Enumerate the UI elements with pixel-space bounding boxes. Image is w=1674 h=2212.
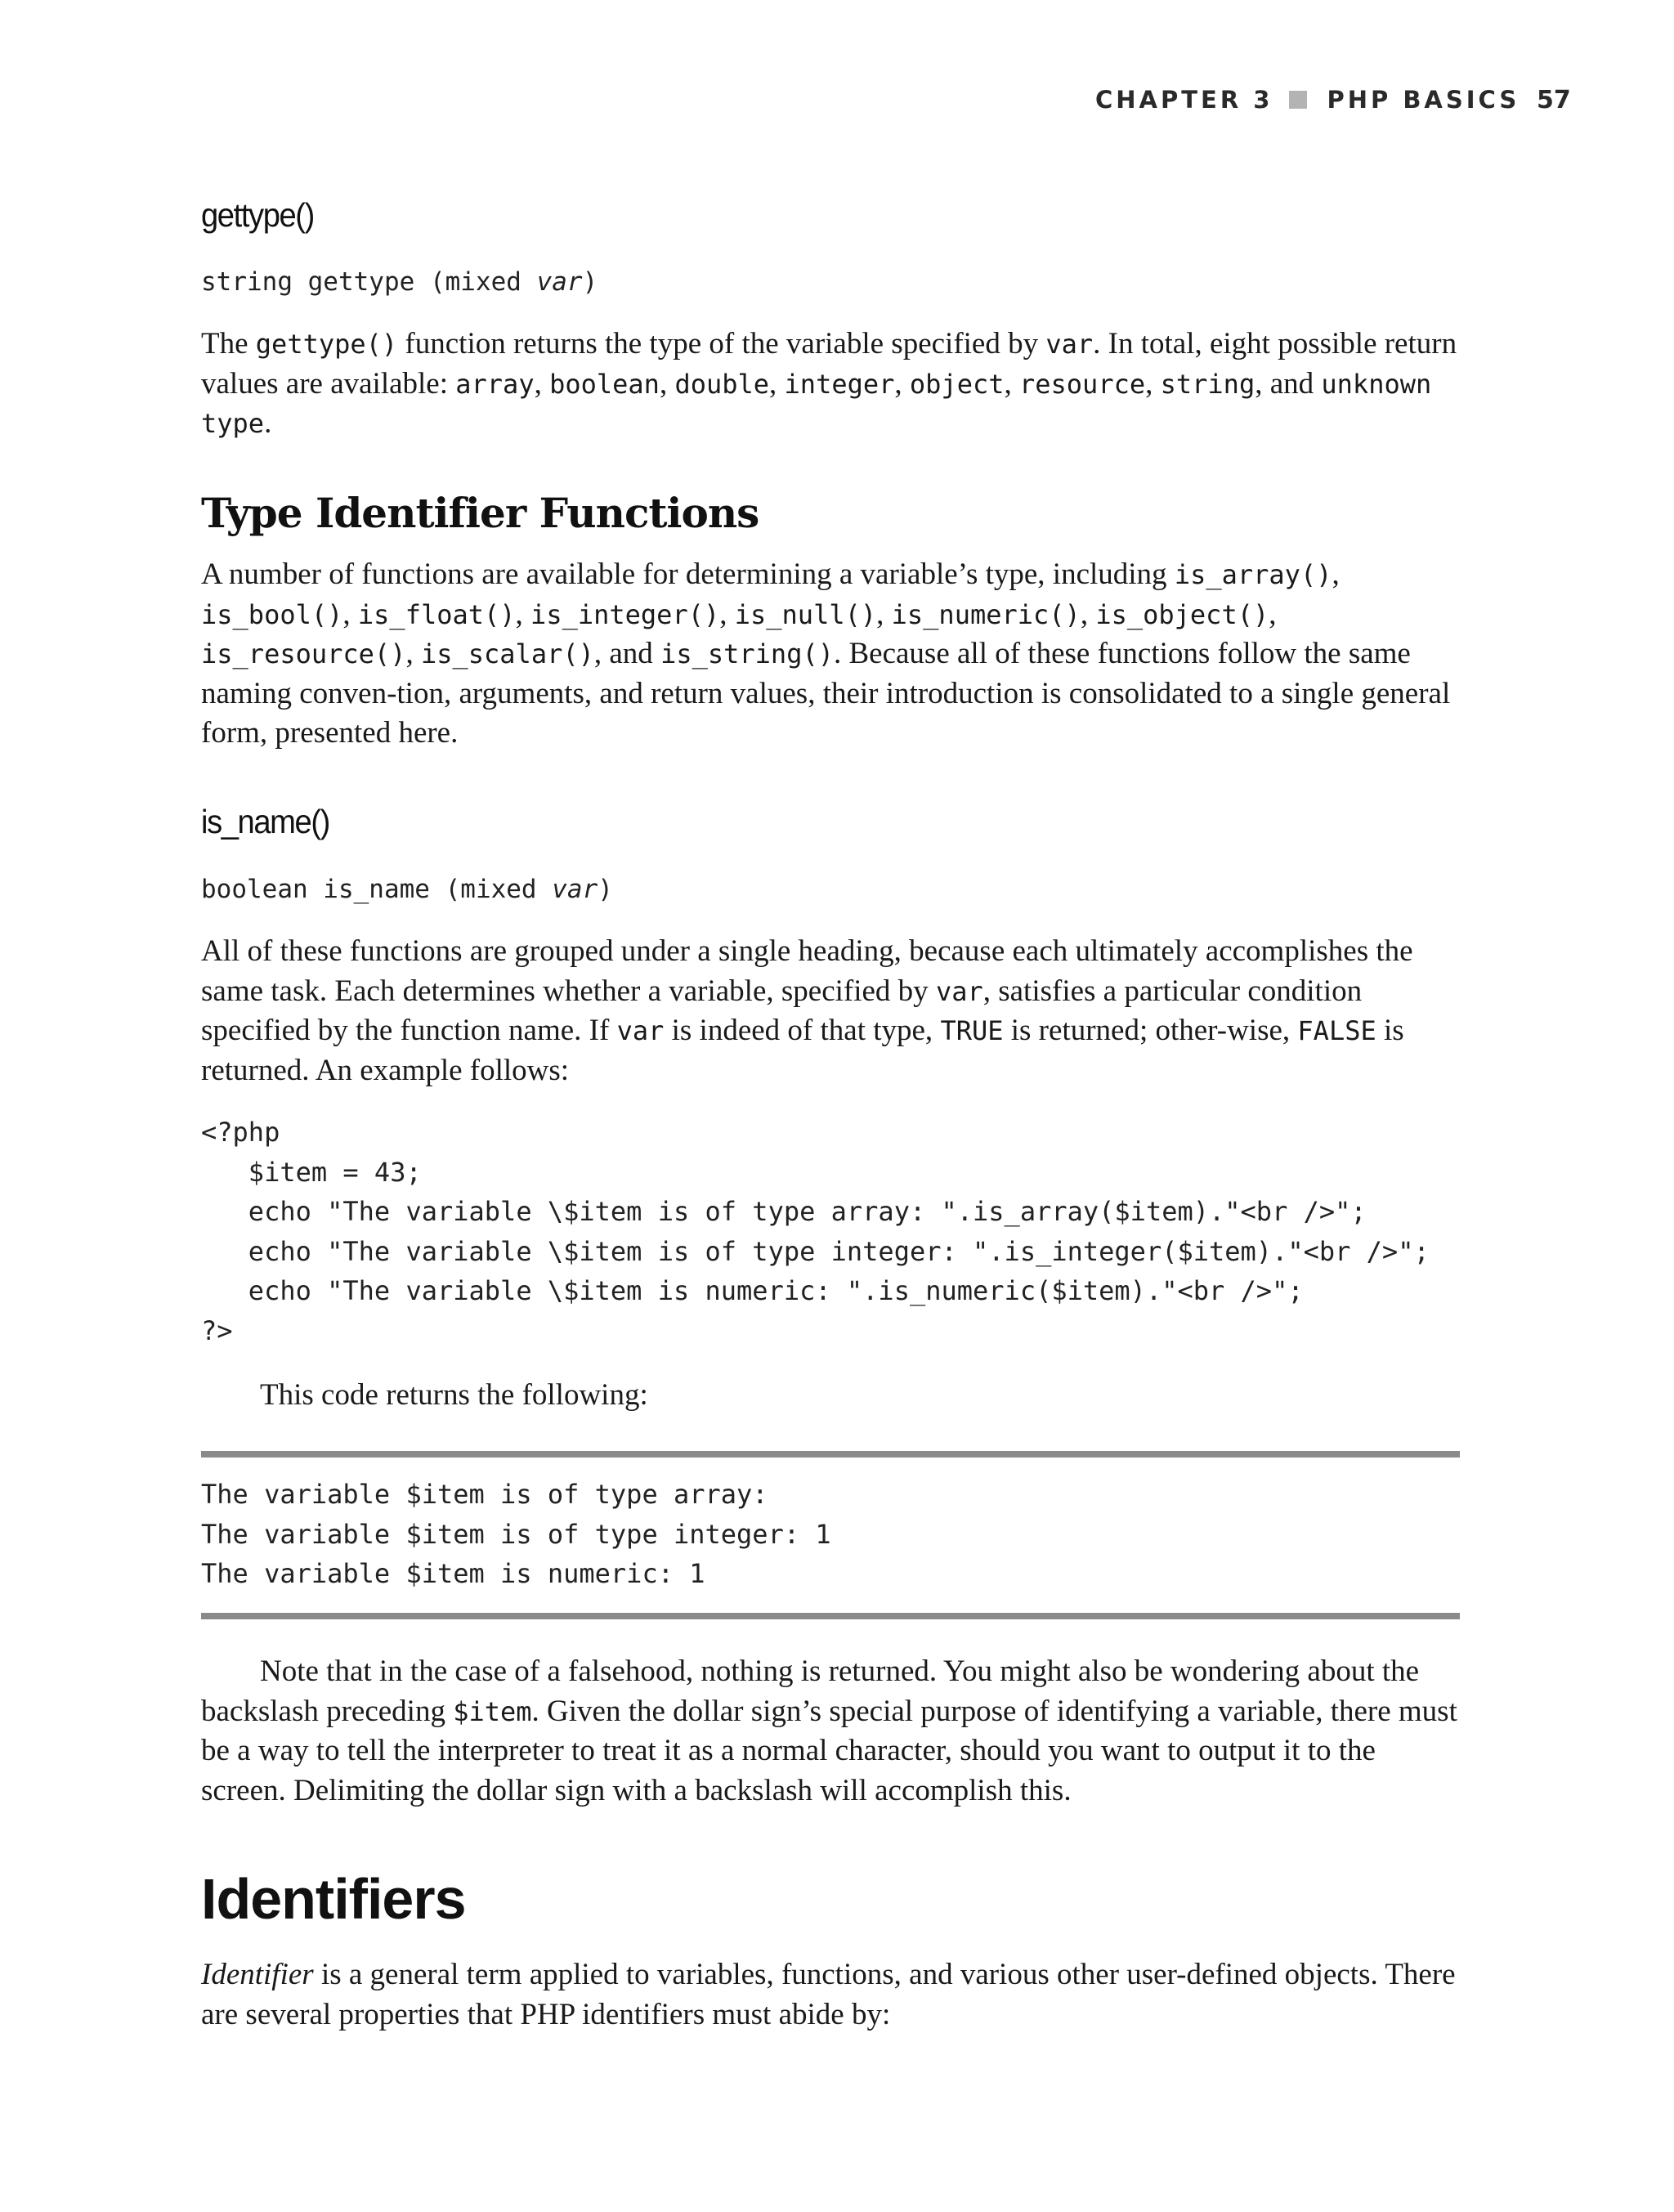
signature-arg: var: [552, 875, 598, 904]
backslash-note: Note that in the case of a falsehood, nothing is returned. You might also be wondering about the backslash preceding $item. Given the dollar sign’s special purpose of identifying a variable, there must be a way to tell the interpreter to treat it as a normal character, should you want to output it to the screen. Delimiting the dollar sign with a backslash will accomplish this.: [201, 1655, 1457, 1807]
output-top-rule: [201, 1451, 1460, 1458]
gettype-heading: gettype(): [201, 196, 314, 234]
type-identifier-description: A number of functions are available for determining a variable’s type, including is_array(), is_bool(), is_float(), is_integer(), is_null(), is_numeric(), is_object(), is_resource(), is_scalar(), and is_string(). Because all of these functions follow the same naming conven-tion, arguments, and return values, their introduction is consolidated to a single general form, presented here.: [201, 557, 1451, 750]
result-intro: This code returns the following:: [260, 1378, 648, 1412]
is-name-signature: boolean is_name (mixed var): [201, 875, 613, 904]
term: Identifier: [201, 1958, 314, 1991]
running-header: [1095, 83, 1520, 116]
signature-arg: var: [536, 267, 583, 297]
identifiers-heading: Identifiers: [201, 1867, 466, 1931]
is-name-heading: is_name(): [201, 803, 329, 840]
output-bottom-rule: [201, 1613, 1460, 1619]
chapter-title: PHP BASICS: [1327, 86, 1520, 114]
chapter-label: CHAPTER 3: [1095, 86, 1273, 114]
page-number: 57: [1537, 85, 1571, 114]
type-identifier-heading: Type Identifier Functions: [201, 489, 759, 537]
gettype-signature: string gettype (mixed var): [201, 267, 598, 297]
inline-code: var: [1045, 329, 1094, 360]
gettype-description: The gettype() function returns the type of the variable specified by var. In total, eight possible return values are available: array, boolean, double, integer, object, resource, string, and unknown type.: [201, 327, 1457, 440]
identifiers-description: Identifier is a general term applied to variables, functions, and various other user-defined objects. There are several properties that PHP identifiers must abide by:: [201, 1958, 1456, 2031]
is-name-description: All of these functions are grouped under a single heading, because each ultimately accomplishes the same task. Each determines whether a variable, specified by var, satisfies a particular condition specified by the function name. If var is indeed of that type, TRUE is returned; other-wise, FALSE is returned. An example follows:: [201, 934, 1413, 1087]
code-output: The variable $item is of type array: The variable $item is of type integer: 1 The variable $item is numeric: 1: [201, 1479, 831, 1589]
square-separator-icon: [1289, 91, 1307, 109]
php-code-example: <?php $item = 43; echo "The variable \$item is of type array: ".is_array($item)."<br />"; echo "The variable \$item is of type integer: ".is_integer($item)."<br />"; echo "The variable \$item is numeric: ".is_numeric($item)."<br />"; ?>: [201, 1117, 1430, 1346]
inline-code: gettype(): [255, 329, 398, 360]
